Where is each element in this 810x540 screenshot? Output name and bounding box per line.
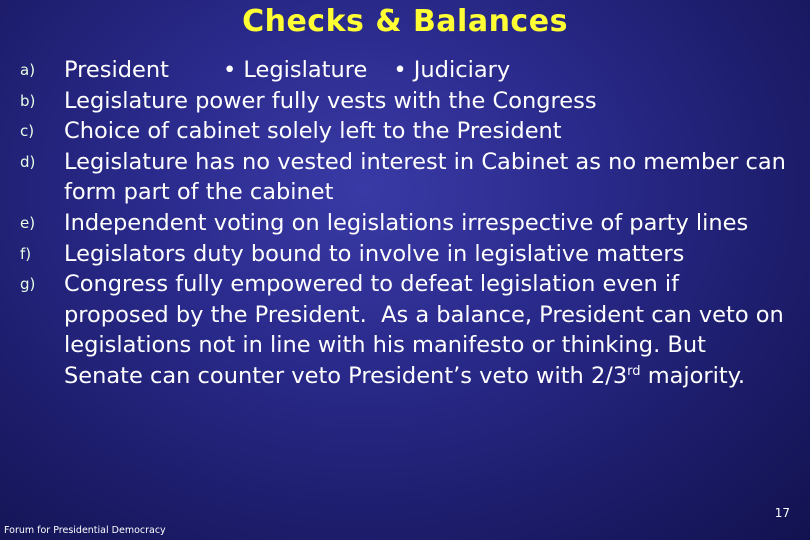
list-item-c (20, 116, 790, 147)
page-number: 17 (774, 506, 790, 520)
superscript: rd (627, 363, 641, 379)
list-item-text: Legislature power fully vests with the Congress (64, 87, 597, 114)
list-item-text (64, 55, 790, 86)
list-marker: e) (20, 213, 36, 232)
list-marker: b) (20, 91, 36, 110)
list-item-f (20, 239, 790, 270)
list-item-text-part: majority. (640, 362, 746, 389)
list-item-g (20, 269, 790, 391)
list-item-text: Choice of cabinet solely left to the President (64, 118, 562, 145)
list-marker: c) (20, 122, 35, 141)
list-item-e (20, 208, 790, 239)
footer-text: Forum for Presidential Democracy (4, 525, 166, 536)
slide-title: Checks & Balances (242, 4, 568, 39)
list-item-text: Legislature has no vested interest in Cabinet as no member can form part of the cabinet (64, 148, 794, 206)
list-marker: d) (20, 152, 36, 171)
list-marker: f) (20, 244, 32, 263)
list-item-part: • Legislature (222, 57, 368, 83)
list-item-text (64, 269, 790, 391)
list-item-text: Legislators duty bound to involve in legislative matters (64, 240, 685, 267)
bullet-list (20, 55, 794, 392)
list-item-text-part: Congress fully empowered to defeat legislation even if proposed by the President. As a balance, President can veto on legislations not in line with his manifesto or thinking. But Senate can counter veto President’s veto with 2/3 (64, 271, 791, 389)
list-item-part: • Judiciary (393, 57, 511, 83)
list-item-a (20, 55, 790, 86)
list-marker: a) (20, 61, 36, 79)
list-item-b (20, 86, 790, 117)
list-item-d (20, 147, 794, 208)
list-marker: g) (20, 275, 36, 294)
list-item-part: President (64, 57, 169, 83)
list-item-text: Independent voting on legislations irrespective of party lines (64, 209, 749, 236)
